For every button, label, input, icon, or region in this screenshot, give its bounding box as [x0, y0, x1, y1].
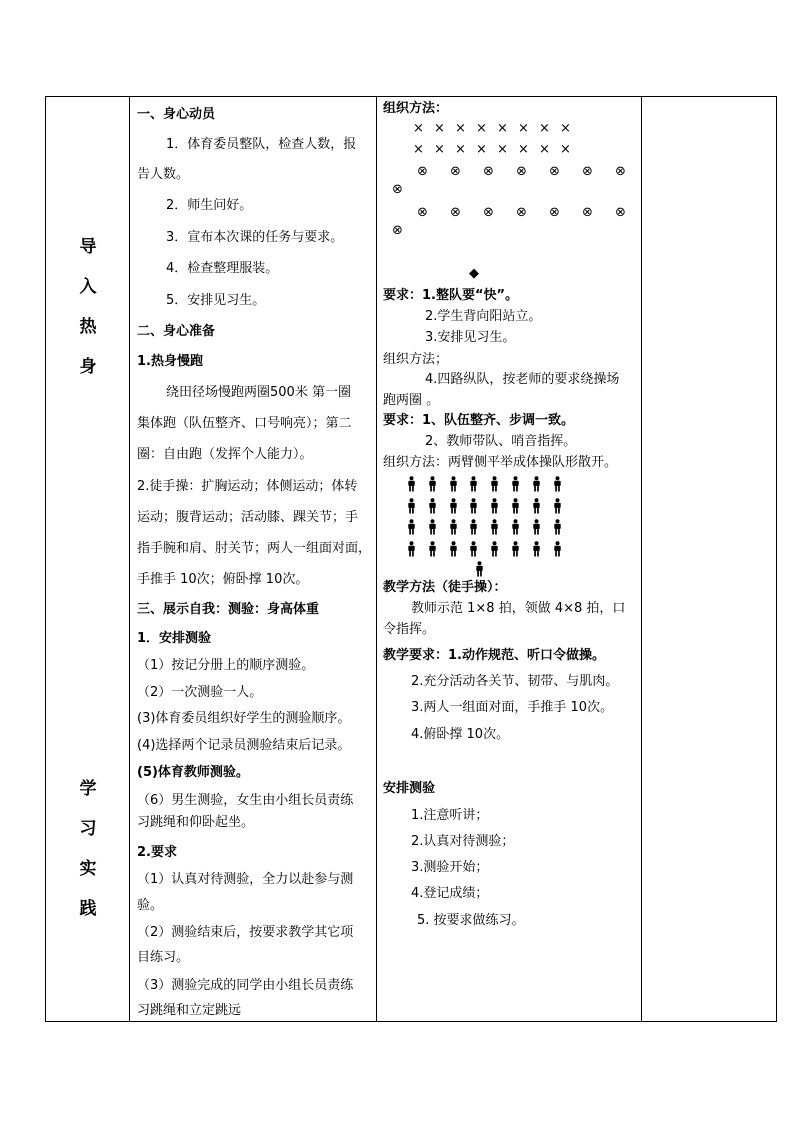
standing-person-icon	[490, 476, 499, 492]
standing-person-icon	[428, 476, 437, 492]
content-line: 3．宣布本次课的任务与要求。	[166, 230, 344, 245]
content-line: 告人数。	[137, 167, 190, 182]
standing-person-icon	[532, 519, 541, 535]
content-line: （6）男生测验，女生由小组长员责练	[137, 793, 354, 808]
requirement-line: 2.学生背向阳站立。	[425, 309, 542, 324]
standing-person-icon	[553, 498, 562, 514]
standing-person-icon	[428, 519, 437, 535]
standing-person-icon	[469, 519, 478, 535]
standing-person-icon	[511, 498, 520, 514]
content-line: 绕田径场慢跑两圈500米 第一圈	[166, 385, 351, 400]
stage-char: 践	[79, 899, 97, 919]
student-circled-icon: ⊗	[483, 205, 494, 220]
standing-person-icon	[449, 498, 458, 514]
student-cross-icon: ×	[434, 121, 445, 136]
standing-person-icon	[553, 541, 562, 557]
standing-person-icon	[532, 476, 541, 492]
content-column	[130, 97, 377, 1021]
student-circled-icon: ⊗	[549, 164, 560, 179]
teaching-method-line: 教师示范 1×8 拍，领做 4×8 拍，口	[411, 601, 626, 616]
standing-person-icon	[553, 476, 562, 492]
content-line: 2.徒手操：扩胸运动；体侧运动；体转	[137, 479, 358, 494]
student-cross-icon: ×	[455, 142, 466, 157]
standing-person-icon	[407, 498, 416, 514]
student-circled-icon: ⊗	[549, 205, 560, 220]
content-line: 习跳绳和仰卧起坐。	[137, 815, 255, 830]
heading-preparation: 二、身心准备	[137, 324, 216, 339]
standing-person-icon	[449, 541, 458, 557]
student-circled-icon: ⊗	[450, 164, 461, 179]
stage-char: 热	[79, 317, 97, 337]
student-cross-icon: ×	[476, 121, 487, 136]
teaching-method-heading: 教学方法（徒手操）：	[383, 580, 507, 595]
test-step: 3.测验开始；	[411, 860, 489, 875]
standing-person-icon	[490, 519, 499, 535]
standing-person-icon	[449, 476, 458, 492]
org-method-line: 跑两圈 。	[383, 393, 440, 408]
student-cross-icon: ×	[560, 142, 571, 157]
content-line: （1）认真对待测验，全力以赴参与测	[137, 872, 354, 887]
org-method-line: 组织方法；	[383, 352, 449, 367]
requirement-line: 要求：1、队伍整齐、步调一致。	[383, 413, 575, 428]
requirement-line: 3.安排见习生。	[425, 330, 516, 345]
student-cross-icon: ×	[518, 121, 529, 136]
content-line: （2）一次测验一人。	[137, 685, 263, 700]
student-cross-icon: ×	[518, 142, 529, 157]
standing-person-icon	[490, 498, 499, 514]
standing-person-icon	[511, 541, 520, 557]
student-cross-icon: ×	[539, 121, 550, 136]
standing-person-icon	[511, 519, 520, 535]
student-cross-icon: ×	[497, 121, 508, 136]
test-step: 5. 按要求做练习。	[417, 913, 525, 928]
content-line: (4)选择两个记录员测验结束后记录。	[137, 738, 351, 753]
requirement-line: 2、教师带队、哨音指挥。	[425, 434, 577, 449]
teaching-requirement-line: 4.俯卧撑 10次。	[411, 727, 510, 742]
content-line: 集体跑（队伍整齐、口号响亮）；第二	[137, 416, 352, 431]
subheading-requirements: 2.要求	[137, 845, 177, 860]
content-line: 2．师生问好。	[166, 198, 253, 213]
organization-column	[377, 97, 642, 1021]
standing-person-icon	[469, 498, 478, 514]
teaching-requirement-line: 2.充分活动各关节、韧带、与肌肉。	[411, 674, 619, 689]
content-line: 运动；腹背运动；活动膝、踝关节；手	[137, 510, 359, 525]
content-line: （1）按记分册上的顺序测验。	[137, 658, 315, 673]
requirement-line: 要求：1.整队要“快”。	[383, 288, 519, 303]
standing-person-icon	[469, 541, 478, 557]
teacher-marker-icon: ◆	[469, 266, 479, 281]
stage-char: 学	[79, 779, 97, 799]
teaching-method-line: 令指挥。	[383, 622, 436, 637]
standing-person-icon	[490, 541, 499, 557]
student-cross-icon: ×	[497, 142, 508, 157]
student-cross-icon: ×	[455, 121, 466, 136]
org-method-line: 组织方法：两臂侧平举成体操队形散开。	[383, 455, 618, 470]
student-circled-icon: ⊗	[582, 164, 593, 179]
student-circled-icon: ⊗	[483, 164, 494, 179]
student-cross-icon: ×	[413, 121, 424, 136]
student-circled-icon: ⊗	[450, 205, 461, 220]
content-line: 习跳绳和立定跳远	[137, 1003, 242, 1018]
content-line: 验。	[137, 898, 164, 913]
standing-person-icon	[407, 476, 416, 492]
lesson-table	[45, 96, 777, 1022]
test-arrangement-heading: 安排测验	[383, 781, 436, 796]
org-method-heading: 组织方法：	[383, 101, 449, 116]
stage-char: 习	[79, 819, 97, 839]
content-line: 手推手 10次；俯卧撑 10次。	[137, 572, 309, 587]
student-circled-icon: ⊗	[392, 182, 403, 197]
student-circled-icon: ⊗	[582, 205, 593, 220]
content-line: 5．安排见习生。	[166, 293, 266, 308]
stage-char: 身	[79, 357, 97, 377]
student-circled-icon: ⊗	[615, 205, 626, 220]
student-circled-icon: ⊗	[516, 164, 527, 179]
notes-column	[642, 97, 776, 1021]
standing-person-icon	[511, 476, 520, 492]
standing-person-icon	[469, 476, 478, 492]
content-line: 4．检查整理服装。	[166, 261, 279, 276]
teaching-requirement-line: 教学要求：1.动作规范、听口令做操。	[383, 648, 605, 663]
test-step: 1.注意听讲；	[411, 808, 489, 823]
test-step: 2.认真对待测验；	[411, 834, 515, 849]
content-line: （3）测验完成的同学由小组长员责练	[137, 978, 354, 993]
content-line: 目练习。	[137, 950, 190, 965]
content-line: (5)体育教师测验。	[137, 765, 249, 780]
test-step: 4.登记成绩；	[411, 886, 489, 901]
subheading-warmup-run: 1.热身慢跑	[137, 354, 203, 369]
standing-person-icon	[553, 519, 562, 535]
standing-person-icon	[407, 541, 416, 557]
teaching-requirement-line: 3.两人一组面对面，手推手 10次。	[411, 700, 614, 715]
stage-char: 实	[79, 859, 97, 879]
heading-mobilization: 一、身心动员	[137, 107, 216, 122]
standing-person-icon	[428, 498, 437, 514]
standing-person-icon	[407, 519, 416, 535]
standing-person-icon	[428, 541, 437, 557]
heading-showcase: 三、展示自我：测验：身高体重	[137, 602, 320, 617]
content-line: 圈：自由跑（发挥个人能力）。	[137, 447, 313, 462]
student-cross-icon: ×	[413, 142, 424, 157]
student-cross-icon: ×	[476, 142, 487, 157]
student-cross-icon: ×	[434, 142, 445, 157]
stage-column	[46, 97, 130, 1021]
student-circled-icon: ⊗	[516, 205, 527, 220]
standing-person-icon	[475, 561, 484, 577]
student-circled-icon: ⊗	[417, 164, 428, 179]
student-circled-icon: ⊗	[615, 164, 626, 179]
stage-char: 入	[79, 277, 97, 297]
stage-char: 导	[79, 237, 97, 257]
standing-person-icon	[532, 541, 541, 557]
content-line: 1．体育委员整队，检查人数，报	[166, 137, 357, 152]
org-method-line: 4.四路纵队，按老师的要求绕操场	[425, 372, 620, 387]
subheading-arrange-test: 1．安排测验	[137, 631, 212, 646]
student-cross-icon: ×	[560, 121, 571, 136]
student-circled-icon: ⊗	[417, 205, 428, 220]
standing-person-icon	[449, 519, 458, 535]
student-cross-icon: ×	[539, 142, 550, 157]
content-line: 指手腕和肩、肘关节；两人一组面对面，	[137, 541, 372, 556]
student-circled-icon: ⊗	[392, 223, 403, 238]
content-line: （2）测验结束后，按要求教学其它项	[137, 925, 354, 940]
standing-person-icon	[532, 498, 541, 514]
content-line: (3)体育委员组织好学生的测验顺序。	[137, 711, 351, 726]
